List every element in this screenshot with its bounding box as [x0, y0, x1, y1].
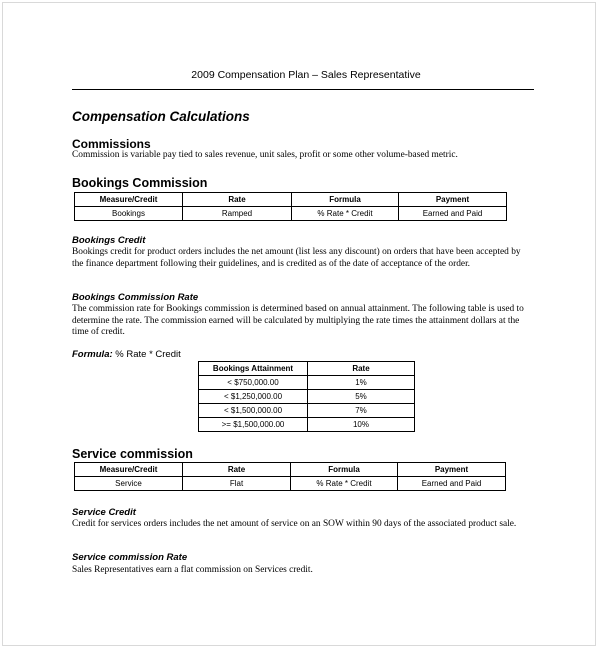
- table-header-cell: Measure/Credit: [75, 193, 183, 207]
- document-header-title: 2009 Compensation Plan – Sales Representative: [191, 69, 421, 81]
- table-row: [75, 477, 506, 491]
- table-header-cell: Measure/Credit: [75, 463, 183, 477]
- table-header-cell: Rate: [183, 463, 291, 477]
- commissions-text: Commission is variable pay tied to sales revenue, unit sales, profit or some other volume-based metric.: [72, 150, 458, 160]
- table-cell: Bookings: [75, 207, 183, 221]
- section-title: Compensation Calculations: [72, 109, 250, 124]
- formula-line: [72, 349, 181, 360]
- bookings-commission-heading: Bookings Commission: [72, 176, 208, 190]
- table-cell: Earned and Paid: [399, 207, 507, 221]
- table-cell: < $1,500,000.00: [199, 404, 308, 418]
- service-credit-text: Credit for services orders includes the net amount of service on an SOW within 90 days of the associated product sale.: [72, 519, 517, 529]
- table-row: [199, 418, 415, 432]
- table-header-cell: Payment: [398, 463, 506, 477]
- table-header-cell: Bookings Attainment: [199, 362, 308, 376]
- table-header-cell: Formula: [291, 463, 398, 477]
- formula-label: Formula:: [72, 349, 113, 360]
- bookings-credit-text: Bookings credit for product orders includes the net amount (list less any discount) on orders that have been accepted by the finance department following their guidelines, and is credited as of the date of acceptance of the order.: [72, 247, 521, 269]
- table-row: [199, 376, 415, 390]
- service-commission-table: [74, 462, 506, 491]
- table-cell: Service: [75, 477, 183, 491]
- service-commission-heading: Service commission: [72, 447, 193, 461]
- table-header-row: [75, 463, 506, 477]
- table-header-cell: Rate: [308, 362, 415, 376]
- table-row: [75, 207, 507, 221]
- table-cell: 10%: [308, 418, 415, 432]
- header-divider: [72, 89, 534, 90]
- table-row: [199, 390, 415, 404]
- table-header-cell: Payment: [399, 193, 507, 207]
- table-header-row: [75, 193, 507, 207]
- bookings-credit-heading: Bookings Credit: [72, 235, 146, 246]
- bookings-rate-heading: Bookings Commission Rate: [72, 292, 199, 303]
- table-cell: < $750,000.00: [199, 376, 308, 390]
- table-cell: 5%: [308, 390, 415, 404]
- bookings-rate-text: The commission rate for Bookings commission is determined based on annual attainment. The following table is used to determine the rate. The commission earned will be calculated by multiplying the rate times the attainment dollars at the time of credit.: [72, 304, 524, 338]
- commissions-heading: Commissions: [72, 137, 151, 151]
- table-cell: >= $1,500,000.00: [199, 418, 308, 432]
- table-header-cell: Formula: [292, 193, 399, 207]
- table-cell: < $1,250,000.00: [199, 390, 308, 404]
- table-cell: % Rate * Credit: [291, 477, 398, 491]
- bookings-commission-table: [74, 192, 507, 221]
- service-rate-heading: Service commission Rate: [72, 552, 188, 563]
- service-rate-text: Sales Representatives earn a flat commission on Services credit.: [72, 565, 313, 575]
- table-cell: % Rate * Credit: [292, 207, 399, 221]
- service-credit-heading: Service Credit: [72, 507, 136, 518]
- formula-value: % Rate * Credit: [115, 349, 181, 360]
- table-cell: 1%: [308, 376, 415, 390]
- table-row: [199, 404, 415, 418]
- table-cell: Flat: [183, 477, 291, 491]
- table-cell: 7%: [308, 404, 415, 418]
- table-header-row: [199, 362, 415, 376]
- table-cell: Earned and Paid: [398, 477, 506, 491]
- attainment-table: [198, 361, 415, 432]
- table-cell: Ramped: [183, 207, 292, 221]
- table-header-cell: Rate: [183, 193, 292, 207]
